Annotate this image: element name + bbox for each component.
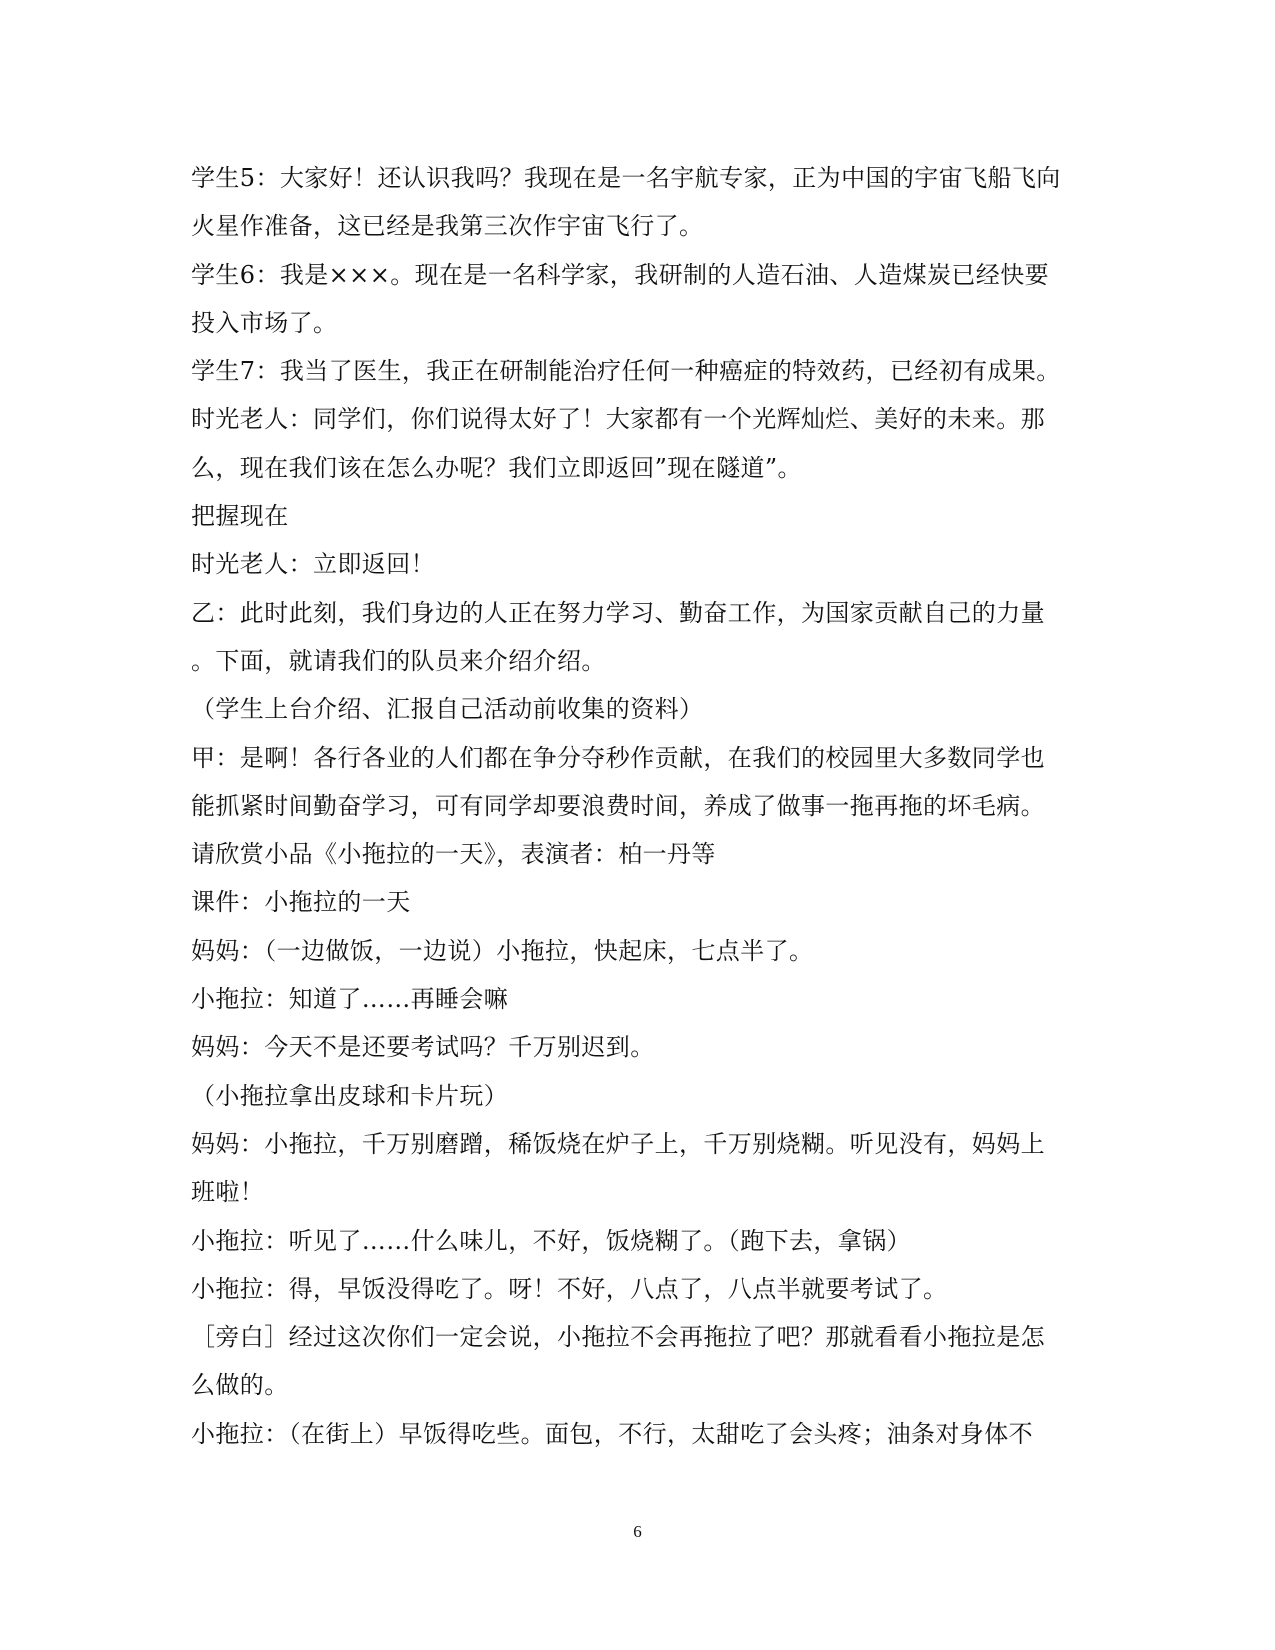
text-line: 学生6：我是×××。现在是一名科学家，我研制的人造石油、人造煤炭已经快要 xyxy=(191,260,1049,289)
text-line: 乙：此时此刻，我们身边的人正在努力学习、勤奋工作，为国家贡献自己的力量 xyxy=(191,598,1045,627)
text-line: 么做的。 xyxy=(191,1371,289,1400)
text-line: 小拖拉：得，早饭没得吃了。呀！不好，八点了，八点半就要考试了。 xyxy=(191,1274,948,1303)
text-line: 妈妈：今天不是还要考试吗？千万别迟到。 xyxy=(191,1033,655,1062)
text-line: 小拖拉：（在街上）早饭得吃些。面包，不行，太甜吃了会头疼；油条对身体不 xyxy=(191,1419,1033,1448)
text-line: 甲：是啊！各行各业的人们都在争分夺秒作贡献，在我们的校园里大多数同学也 xyxy=(191,743,1045,772)
text-line: 班啦！ xyxy=(191,1178,265,1207)
text-line: 么，现在我们该在怎么办呢？我们立即返回”现在隧道”。 xyxy=(191,453,802,482)
text-line: 小拖拉：知道了……再睡会嘛 xyxy=(191,985,509,1014)
text-line: 妈妈：（一边做饭，一边说）小拖拉，快起床，七点半了。 xyxy=(191,936,814,965)
body-text xyxy=(191,154,1091,1458)
text-line: 请欣赏小品《小拖拉的一天》，表演者：柏一丹等 xyxy=(191,840,716,869)
text-line: 学生5：大家好！还认识我吗？我现在是一名宇航专家，正为中国的宇宙飞船飞向 xyxy=(191,164,1061,192)
text-line: 火星作准备，这已经是我第三次作宇宙飞行了。 xyxy=(191,212,704,241)
text-line: 学生7：我当了医生，我正在研制能治疗任何一种癌症的特效药，已经初有成果。 xyxy=(191,357,1061,386)
page-number: 6 xyxy=(633,1522,642,1541)
text-line: ［旁白］经过这次你们一定会说，小拖拉不会再拖拉了吧？那就看看小拖拉是怎 xyxy=(191,1323,1045,1352)
section-heading: 把握现在 xyxy=(191,502,289,531)
text-line: （小拖拉拿出皮球和卡片玩） xyxy=(191,1081,509,1110)
text-line: 。下面，就请我们的队员来介绍介绍。 xyxy=(191,646,606,675)
text-line: 课件：小拖拉的一天 xyxy=(191,888,411,917)
text-line: 投入市场了。 xyxy=(191,308,338,337)
text-line: 时光老人：立即返回！ xyxy=(191,550,435,579)
text-line: （学生上台介绍、汇报自己活动前收集的资料） xyxy=(191,695,704,724)
text-line: 妈妈：小拖拉，千万别磨蹭，稀饭烧在炉子上，千万别烧糊。听见没有，妈妈上 xyxy=(191,1129,1045,1158)
text-line: 能抓紧时间勤奋学习，可有同学却要浪费时间，养成了做事一拖再拖的坏毛病。 xyxy=(191,791,1045,820)
text-line: 小拖拉：听见了……什么味儿，不好，饭烧糊了。（跑下去，拿锅） xyxy=(191,1226,911,1255)
text-line: 时光老人：同学们，你们说得太好了！大家都有一个光辉灿烂、美好的未来。那 xyxy=(191,405,1045,434)
